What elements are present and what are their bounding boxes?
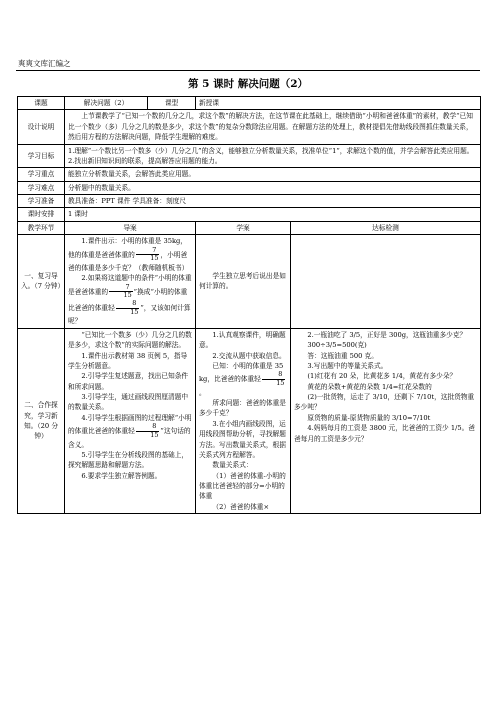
row-difficulty [18,181,481,194]
value-type: 新授课 [196,97,481,110]
label-difficulty: 学习难点 [18,181,65,194]
stage2-guide: “已知比一个数多（少）几分之几的数是多少，求这个数”的实际问题的解法。 1.课件出示教材第 38 页例 5，指导学生分析题意。 2.引导学生复述题意，找出已知条件和所求问题。 3.引导学生，通过画线段图厘清题中的数量关系。 4.引导学生根据画图的过程理解“小明的体重比爸爸的体重轻 $\frac{8}{15}$ ”这句话的含义。 5.引导学生在分析线段图的基础上，探究解题思路和解题方法。 6.要求学生独立解答例题。 [65,328,196,513]
row-design [18,110,481,144]
fraction: $\frac{8}{15}$ [136,423,160,439]
row-goals [18,144,481,168]
page-title: 第 5 课时 解决问题（2） [187,78,309,90]
stage1-guide: 1.课件出示：小明的体重是 35kg，他的体重是爸爸体重的 $\frac{7}{15}$ ，小明爸爸的体重是多少千克？（教师随机板书） 2.如果将这道题中的条件“小明的体重是爸爸体重的 $\frac{7}{15}$ ”换成“小明的体重比爸爸的体重轻 $\frac{8}{15}$ ”，又该如何计算呢？ [65,235,196,329]
stage1-check [291,235,481,329]
row-schedule [18,208,481,221]
fraction: $\frac{8}{15}$ [116,300,140,316]
goals-text [65,144,481,168]
fraction: $\frac{8}{15}$ [262,371,286,387]
label-schedule: 课时安排 [18,208,65,221]
schedule-text: 1 课时 [65,208,481,221]
header-guide: 导案 [65,221,196,234]
label-design: 设计说明 [18,110,65,144]
stage2-check: 2.一瓶油吃了 3/5，正好是 300g，这瓶油重多少克？ 300÷3/5=500(克) 答：这瓶油重 500 克。 3.写出题中的等量关系式。 (1)红花有 20 朵，比黄花多 1/4，黄花有多少朵？ 黄花的朵数+黄花的朵数 1/4=红花朵数的 (2)一批货物，运走了 3/10，还剩下 7/10t，这批货物重多少吨？ 原货物的质量-原货物质量的 3/10=7/10t 4.妈妈每月的工资是 3800 元，比爸爸的工资少 1/5。爸爸每月的工资是多少元？ [291,328,481,513]
fraction: $\frac{7}{15}$ [109,284,133,300]
row-topic [18,97,481,110]
stage2-label: 二、合作探究，学习新知。（20 分钟） [18,328,65,513]
header-study: 学案 [196,221,291,234]
fraction: $\frac{7}{15}$ [136,247,160,263]
row-key [18,168,481,181]
document-header: 爽爽文库汇编之 [18,59,71,68]
key-text: 能独立分析数量关系，会解答此类应用题。 [65,168,481,181]
row-stage1 [18,235,481,329]
label-goals: 学习目标 [18,144,65,168]
header-rule [16,70,480,71]
label-type: 课型 [148,97,196,110]
value-topic: 解决问题（2） [65,97,148,110]
label-topic: 课题 [18,97,65,110]
label-prep: 学习准备 [18,195,65,208]
stage1-label: 一、复习导入。（7 分钟） [18,235,65,329]
row-col-headers [18,221,481,234]
goal-item: 2.找出新旧知识间的联系，提高解答应用题的能力。 [68,156,222,165]
header-stage: 教学环节 [18,221,65,234]
lesson-plan-table [17,96,481,514]
design-text: 上节课教学了“已知一个数的几分之几，求这个数”的解决方法，在这节课在此基础上，继续借助“小明和爸爸体重”的素材，教学“已知比一个数少（多）几分之几的数是多少，求这个数”的复杂分数除法应用题。在解题方法的处理上，教材提倡先借助线段图抓住数量关系，然后用方程的方法解决问题，降低学生理解的难度。 [65,110,481,144]
difficulty-text: 分析题中的数量关系。 [65,181,481,194]
stage1-study: 学生独立思考后说出是如何计算的。 [196,235,291,329]
stage2-study: 1.认真观察课件，明确题意。 2.交流从题中获取信息。 已知：小明的体重是 35kg，比爸爸的体重轻 $\frac{8}{15}$ 。 所求问题：爸爸的体重是多少千克？ 3.在小组内画线段图，运用线段图帮助分析，寻找解题方法。写出数量关系式，根据关系式列方程解答。 数量关系式： （1）爸爸的体重-小明的体重比爸爸轻的部分=小明的体重 （2）爸爸的体重× [196,328,291,513]
header-check: 达标检测 [291,221,481,234]
row-stage2 [18,328,481,513]
row-prep [18,195,481,208]
prep-text: 教具准备：PPT 课件 学具准备：刻度尺 [65,195,481,208]
goal-item: 1.理解“一个数比另一个数多（少）几分之几”的含义，能够独立分析数量关系，找准单位“1”，求解这个数的值，并学会解答此类应用题。 [68,146,474,155]
label-key: 学习重点 [18,168,65,181]
